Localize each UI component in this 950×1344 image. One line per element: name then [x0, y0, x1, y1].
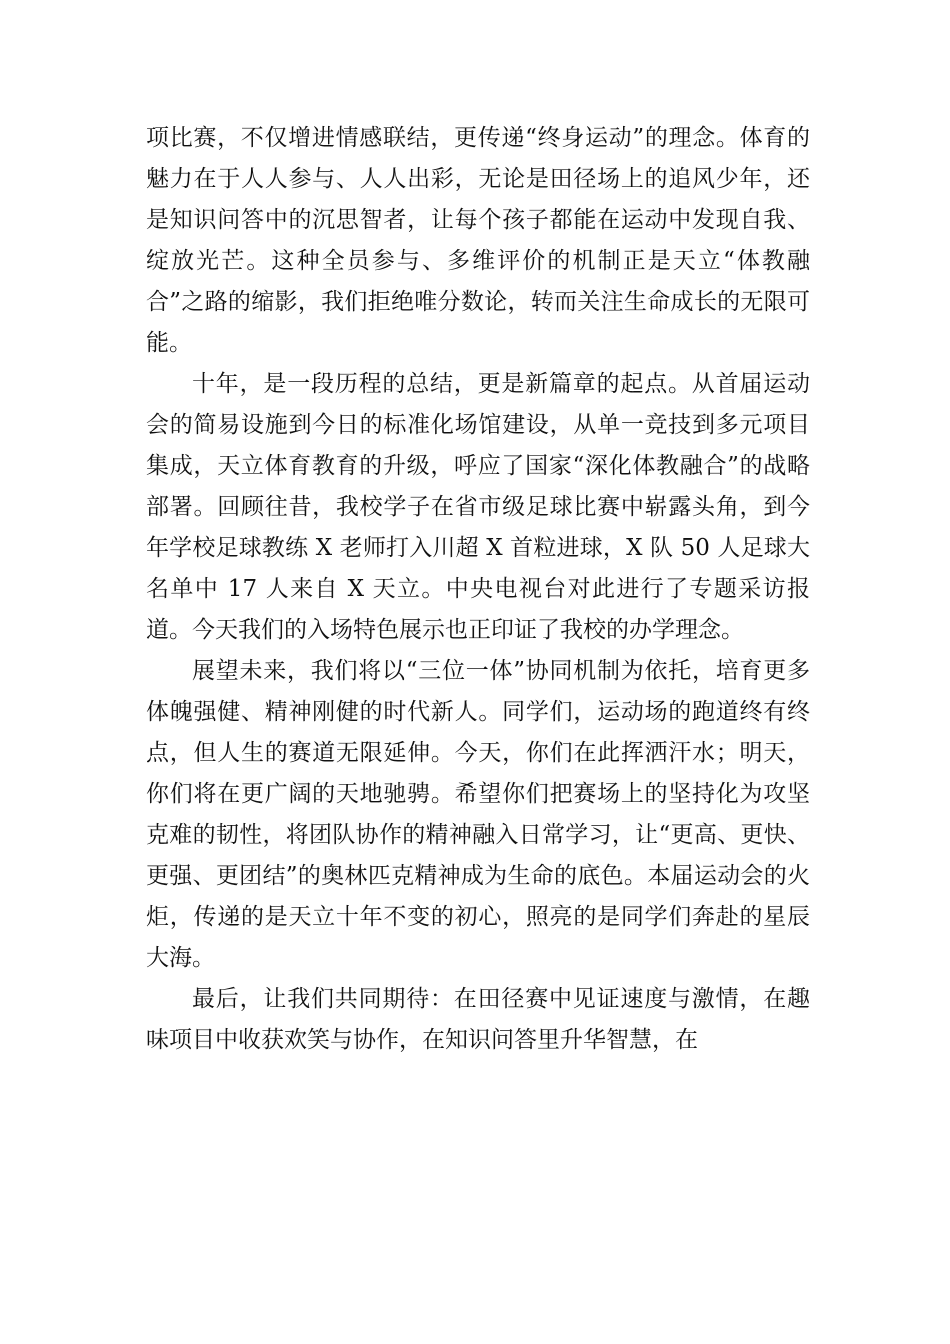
paragraph-continued: 项比赛，不仅增进情感联结，更传递“终身运动”的理念。体育的魅力在于人人参与、人人出彩，无论是田径场上的追风少年，还是知识问答中的沉思智者，让每个孩子都能在运动中发现自我、绽放光芒。这种全员参与、多维评价的机制正是天立“体教融合”之路的缩影，我们拒绝唯分数论，转而关注生命成长的无限可能。 — [146, 125, 810, 356]
paragraph-closing: 最后，让我们共同期待：在田径赛中见证速度与激情，在趣味项目中收获欢笑与协作，在知识问答里升华智慧，在 — [146, 986, 810, 1053]
paragraph-looking-ahead: 展望未来，我们将以“三位一体”协同机制为依托，培育更多体魄强健、精神刚健的时代新人。同学们，运动场的跑道终有终点，但人生的赛道无限延伸。今天，你们在此挥洒汗水；明天，你们将在更广阔的天地驰骋。希望你们把赛场上的坚持化为攻坚克难的韧性，将团队协作的精神融入日常学习，让“更高、更快、更强、更团结”的奥林匹克精神成为生命的底色。本届运动会的火炬，传递的是天立十年不变的初心，照亮的是同学们奔赴的星辰大海。 — [146, 658, 810, 971]
paragraph-decade-review: 十年，是一段历程的总结，更是新篇章的起点。从首届运动会的简易设施到今日的标准化场馆建设，从单一竞技到多元项目集成，天立体育教育的升级，呼应了国家“深化体教融合”的战略部署。回顾往昔，我校学子在省市级足球比赛中崭露头角，到今年学校足球教练 X 老师打入川超 X 首粒进球，X 队 50 人足球大名单中 17 人来自 X 天立。中央电视台对此进行了专题采访报道。今天我们的入场特色展示也正印证了我校的办学理念。 — [146, 371, 810, 643]
document-body — [146, 118, 810, 1061]
